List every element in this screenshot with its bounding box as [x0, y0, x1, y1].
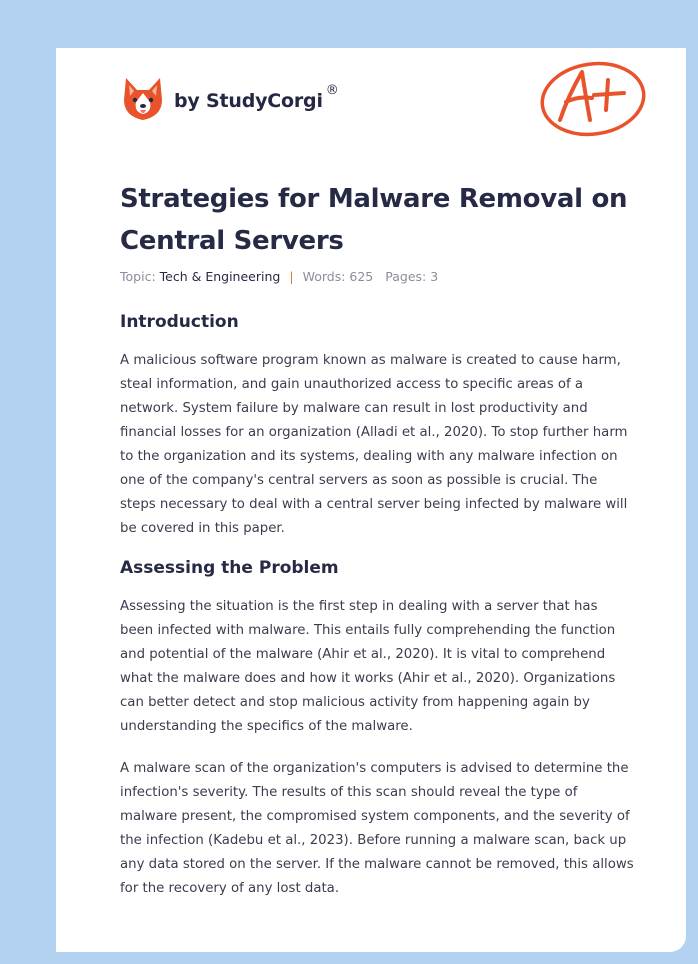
words-label: Words:	[302, 269, 346, 284]
words-count: 625	[349, 269, 374, 284]
topic-label: Topic:	[120, 269, 156, 284]
studycorgi-logo[interactable]	[122, 76, 339, 122]
paragraph: Assessing the situation is the first step in dealing with a server that has been infected with malware. This entails fully comprehending the function and potential of the malware (Ahir et al., 2020). It is vital to comprehend what the malware does and how it works (Ahir et al., 2020). Organizations can better detect and stop malicious activity from happening again by understanding the specifics of the malware.	[120, 599, 616, 734]
grade-a-plus-icon	[538, 58, 648, 140]
corgi-icon	[122, 76, 164, 122]
paragraph: A malware scan of the organization's computers is advised to determine the infection's severity. The results of this scan should reveal the type of malware present, the compromised system components, and the severity of the infection (Kadebu et al., 2023). Before running a malware scan, back up any data stored on the server. If the malware cannot be removed, this allows for the recovery of any lost data.	[120, 761, 634, 896]
topic-link[interactable]: Tech & Engineering	[159, 269, 281, 284]
registered-mark: ®	[325, 82, 339, 98]
pages-label: Pages:	[385, 269, 427, 284]
paragraph: A malicious software program known as malware is created to cause harm, steal information, and gain unauthorized access to specific areas of a network. System failure by malware can result in lost productivity and financial losses for an organization (Alladi et al., 2020). To stop further harm to the organization and its systems, dealing with any malware infection on one of the company's central servers as soon as possible is crucial. The steps necessary to deal with a central server being infected by malware will be covered in this paper.	[120, 353, 628, 536]
document-page	[56, 48, 686, 952]
brand-name: by StudyCorgi	[174, 90, 323, 112]
pages-count: 3	[430, 269, 439, 284]
document-meta	[120, 269, 438, 284]
section-heading: Assessing the Problem	[120, 558, 339, 578]
meta-separator: |	[289, 269, 294, 284]
document-title: Strategies for Malware Removal on Central Servers	[120, 184, 628, 256]
section-heading: Introduction	[120, 312, 239, 332]
